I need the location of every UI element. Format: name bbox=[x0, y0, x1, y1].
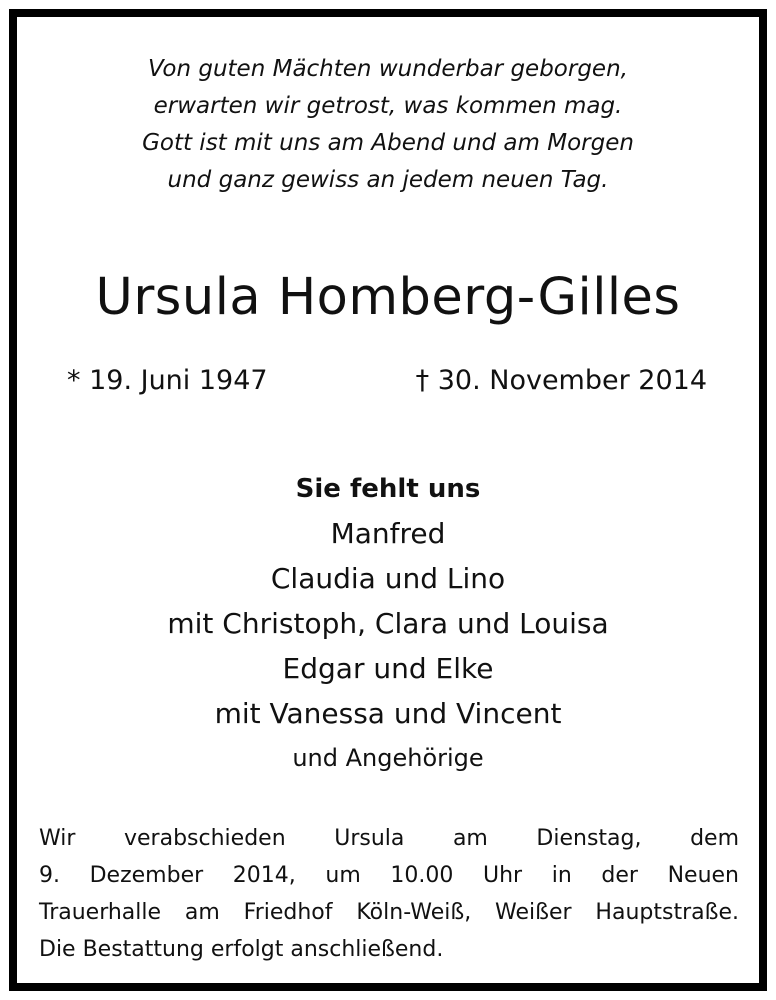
poem-line: Von guten Mächten wunderbar geborgen, bbox=[148, 56, 628, 82]
survivor-line: und Angehörige bbox=[292, 744, 484, 772]
survivor-line: Claudia und Lino bbox=[270, 562, 506, 595]
poem-line: erwarten wir getrost, was kommen mag. bbox=[153, 93, 623, 119]
survivor-line: Manfred bbox=[330, 517, 446, 550]
notice-line: Wir verabschieden Ursula am Dienstag, dem bbox=[39, 826, 739, 851]
survivor-line: Edgar und Elke bbox=[282, 652, 494, 685]
notice-line: 9. Dezember 2014, um 10.00 Uhr in der Neuen bbox=[39, 863, 739, 888]
birth-date: * 19. Juni 1947 bbox=[67, 365, 268, 396]
deceased-name: Ursula Homberg-Gilles bbox=[95, 268, 681, 327]
notice-line: Trauerhalle am Friedhof Köln-Weiß, Weißer Hauptstraße. bbox=[39, 900, 739, 925]
survivors bbox=[17, 467, 759, 781]
death-date: † 30. November 2014 bbox=[415, 365, 707, 396]
survivor-line: mit Vanessa und Vincent bbox=[214, 697, 562, 730]
survivors-heading: Sie fehlt uns bbox=[295, 474, 481, 504]
survivor-line: mit Christoph, Clara und Louisa bbox=[167, 607, 609, 640]
obituary-frame bbox=[9, 9, 767, 991]
poem bbox=[17, 51, 759, 199]
notice-line: Die Bestattung erfolgt anschließend. bbox=[39, 937, 444, 962]
poem-line: Gott ist mit uns am Abend und am Morgen bbox=[142, 130, 634, 156]
funeral-notice bbox=[39, 820, 739, 968]
poem-line: und ganz gewiss an jedem neuen Tag. bbox=[167, 167, 609, 193]
